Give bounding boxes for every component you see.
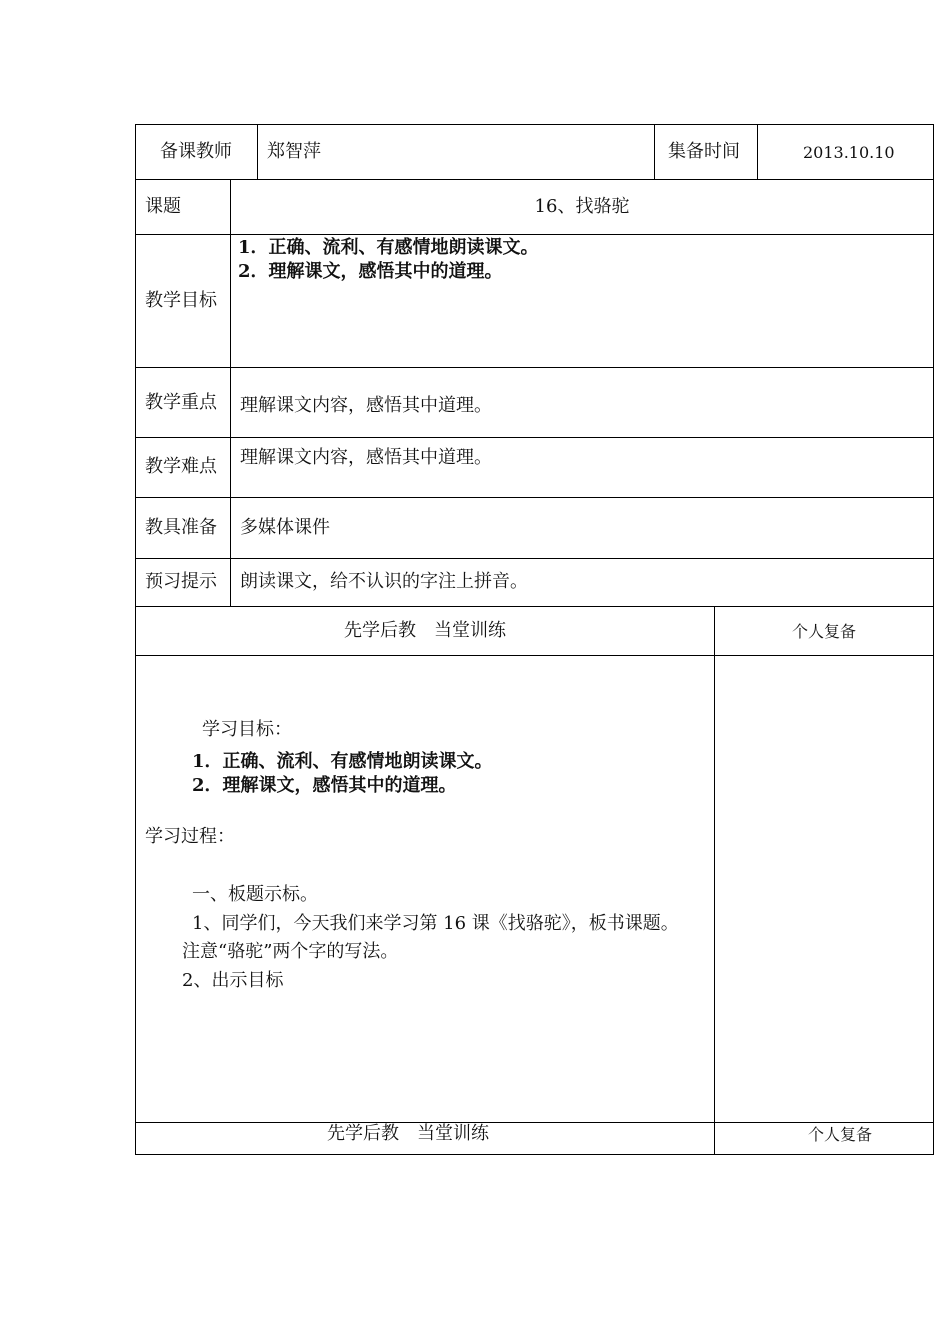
step-1-line-2: 注意“骆驼”两个字的写法。: [182, 941, 399, 962]
table-border: [135, 124, 934, 125]
focus-value: 理解课文内容，感悟其中道理。: [240, 395, 492, 416]
topic-label: 课题: [145, 196, 181, 217]
objective-title: 学习目标：: [202, 719, 292, 740]
table-border: [230, 179, 231, 606]
step-1-line-1: 1、同学们，今天我们来学习第 16 课《找骆驼》，板书课题。: [192, 913, 679, 934]
tools-value: 多媒体课件: [240, 517, 330, 538]
table-border: [135, 179, 934, 180]
tools-label: 教具准备: [145, 517, 217, 538]
table-border: [714, 606, 715, 1155]
table-border: [135, 437, 934, 438]
table-border: [757, 124, 758, 179]
table-border: [135, 497, 934, 498]
table-border: [135, 558, 934, 559]
table-border: [135, 1122, 934, 1123]
teacher-name: 郑智萍: [267, 141, 321, 162]
topic-value: 16、找骆驼: [534, 196, 630, 217]
difficulty-value: 理解课文内容，感悟其中道理。: [240, 447, 492, 468]
goal-item: 1．正确、流利、有感情地朗读课文。: [238, 237, 539, 258]
objective-item: 2．理解课文，感悟其中的道理。: [192, 775, 457, 796]
difficulty-label: 教学难点: [145, 456, 217, 477]
footer-side-header: 个人复备: [808, 1125, 873, 1144]
process-title: 学习过程：: [145, 826, 235, 847]
table-border: [135, 234, 934, 235]
date-value: 2013.10.10: [803, 143, 895, 162]
table-border: [933, 124, 934, 1155]
step-title: 一、板题示标。: [192, 884, 318, 905]
section-main-header: 先学后教 当堂训练: [344, 620, 506, 641]
time-label: 集备时间: [668, 141, 740, 162]
table-border: [135, 655, 934, 656]
preview-label: 预习提示: [145, 571, 217, 592]
table-border: [135, 1154, 934, 1155]
footer-main-header: 先学后教 当堂训练: [327, 1123, 489, 1144]
section-side-header: 个人复备: [791, 622, 856, 641]
step-2: 2、出示目标: [182, 970, 284, 991]
table-border: [135, 606, 934, 607]
objective-item: 1．正确、流利、有感情地朗读课文。: [192, 751, 493, 772]
goals-label: 教学目标: [145, 290, 217, 311]
preview-value: 朗读课文，给不认识的字注上拼音。: [240, 571, 528, 592]
focus-label: 教学重点: [145, 392, 217, 413]
goal-item: 2．理解课文，感悟其中的道理。: [238, 261, 503, 282]
teacher-label: 备课教师: [160, 141, 232, 162]
table-border: [135, 367, 934, 368]
table-border: [654, 124, 655, 179]
table-border: [257, 124, 258, 179]
